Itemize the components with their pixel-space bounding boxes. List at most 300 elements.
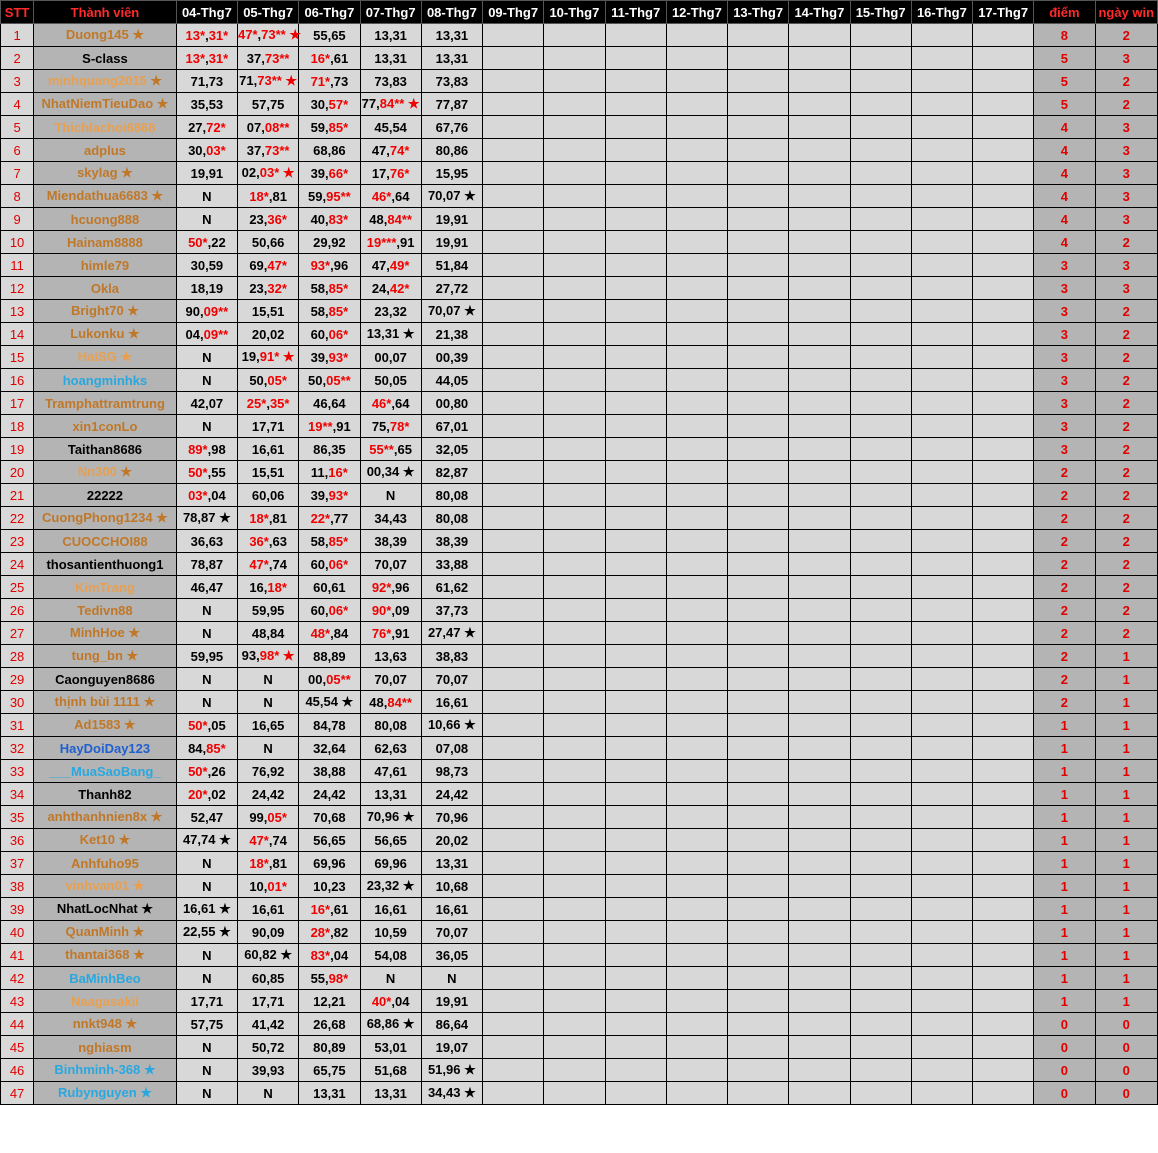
- empty-cell: [483, 24, 544, 47]
- empty-cell: [850, 254, 911, 277]
- draw-cell: [360, 875, 421, 898]
- draw-part: 48: [251, 625, 267, 641]
- draw-sep: ,: [266, 1039, 270, 1055]
- draw-sep: ,: [450, 901, 454, 917]
- draw-sep: ,: [450, 418, 454, 434]
- draw-part: 47: [208, 579, 224, 595]
- draw-part: 49*: [389, 257, 410, 273]
- draw-sep: ,: [266, 464, 270, 480]
- empty-cell: [911, 208, 972, 231]
- empty-cell: [544, 70, 605, 93]
- draw-part: N: [385, 487, 396, 503]
- empty-cell: [666, 116, 727, 139]
- draw-cell: [299, 254, 360, 277]
- draw-part: 60: [310, 556, 326, 572]
- empty-cell: [973, 93, 1034, 116]
- header-row: [1, 1, 1158, 24]
- empty-cell: [666, 70, 727, 93]
- star-icon: ★: [137, 901, 154, 916]
- draw-part: 96: [453, 809, 469, 825]
- member-name-cell: [34, 783, 177, 806]
- draw-cell: [421, 921, 482, 944]
- draw-cell: [176, 323, 237, 346]
- empty-cell: [850, 277, 911, 300]
- empty-cell: [544, 300, 605, 323]
- empty-cell: [911, 185, 972, 208]
- empty-cell: [544, 323, 605, 346]
- draw-part: 88: [453, 556, 469, 572]
- draw-cell: [299, 967, 360, 990]
- draw-part: 07: [446, 303, 461, 318]
- draw-sep: ,: [268, 188, 273, 204]
- empty-cell: [789, 691, 850, 714]
- draw-cell: [299, 162, 360, 185]
- draw-part: 84: [313, 717, 328, 733]
- empty-cell: [789, 783, 850, 806]
- points-cell: 1: [1034, 898, 1095, 921]
- draw-sep: ,: [325, 970, 329, 986]
- draw-part: 92: [331, 234, 346, 250]
- draw-sep: ,: [268, 832, 273, 848]
- table-row: [1, 392, 1158, 415]
- empty-cell: [728, 185, 789, 208]
- draw-part: 13: [313, 1085, 328, 1101]
- star-icon: ★: [279, 349, 295, 364]
- member-name-cell: [34, 47, 177, 70]
- draw-part: 07: [392, 556, 407, 572]
- draw-cell: [360, 254, 421, 277]
- table-row: [1, 852, 1158, 875]
- draw-cell: [238, 277, 299, 300]
- draw-part: 07: [392, 671, 407, 687]
- member-name: Rubynguyen: [57, 1085, 137, 1100]
- draw-part: 44: [435, 372, 451, 388]
- draw-cell: [421, 277, 482, 300]
- draw-part: N: [202, 602, 212, 618]
- draw-part: 41: [251, 1016, 267, 1032]
- draw-sep: ,: [388, 924, 393, 940]
- draw-part: 45: [374, 119, 389, 135]
- empty-cell: [483, 1013, 544, 1036]
- empty-cell: [850, 944, 911, 967]
- win-days-cell: 1: [1095, 760, 1158, 783]
- rank-cell: 7: [1, 162, 34, 185]
- table-row: [1, 668, 1158, 691]
- draw-sep: ,: [207, 464, 212, 480]
- draw-cell: [299, 24, 360, 47]
- table-row: [1, 438, 1158, 461]
- draw-part: N: [202, 1039, 212, 1055]
- empty-cell: [850, 783, 911, 806]
- empty-cell: [605, 1059, 666, 1082]
- points-cell: 3: [1034, 323, 1095, 346]
- empty-cell: [911, 346, 972, 369]
- draw-part: 70: [366, 809, 382, 824]
- empty-cell: [666, 944, 727, 967]
- draw-part: 50*: [188, 234, 208, 250]
- draw-cell: [421, 415, 482, 438]
- draw-sep: ,: [200, 303, 204, 319]
- empty-cell: [483, 47, 544, 70]
- draw-part: 13*: [185, 50, 206, 66]
- draw-part: 98: [211, 441, 226, 457]
- points-cell: 5: [1034, 47, 1095, 70]
- draw-part: 59: [310, 119, 326, 135]
- draw-sep: ,: [388, 717, 393, 733]
- empty-cell: [789, 438, 850, 461]
- empty-cell: [973, 369, 1034, 392]
- draw-part: 73: [333, 73, 349, 89]
- draw-cell: [421, 47, 482, 70]
- empty-cell: [973, 668, 1034, 691]
- empty-cell: [483, 70, 544, 93]
- draw-sep: ,: [388, 786, 393, 802]
- draw-part: 28*: [310, 924, 331, 940]
- star-icon: ★: [399, 809, 415, 824]
- star-icon: ★: [120, 717, 136, 732]
- empty-cell: [483, 323, 544, 346]
- member-name-cell: [34, 231, 177, 254]
- table-row: [1, 875, 1158, 898]
- draw-cell: [299, 898, 360, 921]
- empty-cell: [911, 737, 972, 760]
- empty-cell: [728, 208, 789, 231]
- rank-cell: 38: [1, 875, 34, 898]
- win-days-cell: 1: [1095, 737, 1158, 760]
- draw-part: 65: [269, 717, 285, 733]
- draw-part: 59: [208, 257, 224, 273]
- empty-cell: [605, 1013, 666, 1036]
- draw-sep: ,: [263, 280, 268, 296]
- draw-sep: ,: [442, 188, 447, 203]
- draw-part: 13: [435, 855, 451, 871]
- empty-cell: [728, 875, 789, 898]
- draw-cell: [238, 921, 299, 944]
- table-row: [1, 139, 1158, 162]
- draw-sep: ,: [325, 211, 329, 227]
- empty-cell: [605, 139, 666, 162]
- draw-cell: [421, 392, 482, 415]
- draw-part: 08: [392, 947, 407, 963]
- empty-cell: [911, 921, 972, 944]
- points-cell: 2: [1034, 530, 1095, 553]
- draw-sep: ,: [325, 326, 329, 342]
- draw-part: 06*: [328, 326, 349, 342]
- draw-sep: ,: [391, 602, 395, 618]
- empty-cell: [483, 898, 544, 921]
- member-name: thantai368: [65, 947, 130, 962]
- draw-cell: [299, 277, 360, 300]
- star-icon: ★: [338, 694, 354, 709]
- draw-part: 58: [310, 303, 326, 319]
- draw-cell: [421, 622, 482, 645]
- points-cell: 4: [1034, 208, 1095, 231]
- empty-cell: [666, 231, 727, 254]
- empty-cell: [911, 438, 972, 461]
- empty-cell: [789, 530, 850, 553]
- member-name-cell: [34, 944, 177, 967]
- empty-cell: [605, 990, 666, 1013]
- draw-cell: [176, 392, 237, 415]
- draw-sep: ,: [450, 832, 454, 848]
- empty-cell: [544, 714, 605, 737]
- empty-cell: [789, 645, 850, 668]
- empty-cell: [850, 415, 911, 438]
- empty-cell: [483, 231, 544, 254]
- draw-part: 70: [313, 809, 328, 825]
- draw-part: 92*: [371, 579, 392, 595]
- table-row: [1, 714, 1158, 737]
- member-name: Okla: [90, 280, 120, 296]
- table-row: [1, 806, 1158, 829]
- empty-cell: [789, 921, 850, 944]
- draw-cell: [360, 507, 421, 530]
- draw-cell: [238, 967, 299, 990]
- draw-cell: [421, 254, 482, 277]
- draw-part: 52: [190, 809, 206, 825]
- empty-cell: [850, 1059, 911, 1082]
- empty-cell: [789, 70, 850, 93]
- draw-part: 31: [392, 1085, 407, 1101]
- draw-part: 39: [310, 349, 326, 365]
- draw-cell: [360, 783, 421, 806]
- empty-cell: [911, 898, 972, 921]
- empty-cell: [605, 438, 666, 461]
- draw-cell: [176, 1059, 237, 1082]
- win-days-cell: 0: [1095, 1013, 1158, 1036]
- points-cell: 2: [1034, 622, 1095, 645]
- draw-sep: ,: [256, 165, 260, 180]
- empty-cell: [911, 760, 972, 783]
- draw-part: 47: [182, 832, 198, 847]
- member-name-cell: [34, 438, 177, 461]
- draw-part: 38: [374, 533, 389, 549]
- draw-cell: [360, 622, 421, 645]
- draw-part: 86: [435, 1016, 451, 1032]
- empty-cell: [544, 1059, 605, 1082]
- draw-sep: ,: [327, 993, 332, 1009]
- points-cell: 2: [1034, 553, 1095, 576]
- empty-cell: [605, 829, 666, 852]
- empty-cell: [544, 507, 605, 530]
- empty-cell: [911, 254, 972, 277]
- member-name: anhthanhnien8x: [47, 809, 148, 824]
- member-name: KimTrang: [74, 579, 135, 595]
- draw-part: 82: [262, 947, 277, 962]
- win-days-cell: 1: [1095, 691, 1158, 714]
- draw-part: 23: [249, 280, 264, 296]
- draw-sep: ,: [266, 487, 270, 503]
- draw-part: 64: [453, 1016, 469, 1032]
- draw-sep: ,: [268, 855, 273, 871]
- draw-part: 70: [435, 671, 451, 687]
- empty-cell: [789, 484, 850, 507]
- empty-cell: [483, 162, 544, 185]
- draw-sep: ,: [325, 303, 329, 319]
- draw-cell: [299, 185, 360, 208]
- draw-cell: [421, 93, 482, 116]
- draw-sep: ,: [450, 740, 454, 756]
- member-name-cell: [34, 507, 177, 530]
- draw-sep: ,: [205, 1016, 209, 1032]
- empty-cell: [666, 300, 727, 323]
- draw-part: 31: [331, 1085, 346, 1101]
- draw-sep: ,: [200, 326, 204, 342]
- empty-cell: [973, 254, 1034, 277]
- draw-part: 53: [208, 96, 224, 112]
- member-name-cell: [34, 93, 177, 116]
- draw-part: 09: [269, 924, 285, 940]
- table-row: [1, 185, 1158, 208]
- draw-cell: [421, 24, 482, 47]
- empty-cell: [666, 921, 727, 944]
- draw-part: 60: [244, 947, 259, 962]
- draw-part: 13: [435, 50, 451, 66]
- empty-cell: [605, 668, 666, 691]
- draw-part: 20: [435, 832, 451, 848]
- empty-cell: [544, 47, 605, 70]
- draw-part: 04: [211, 487, 226, 503]
- draw-cell: [299, 691, 360, 714]
- draw-cell: [299, 760, 360, 783]
- draw-sep: ,: [450, 441, 454, 457]
- draw-cell: [360, 484, 421, 507]
- draw-part: 60: [251, 487, 267, 503]
- draw-cell: [176, 369, 237, 392]
- empty-cell: [973, 185, 1034, 208]
- draw-part: 01: [392, 1039, 407, 1055]
- draw-sep: ,: [205, 50, 209, 66]
- table-row: [1, 208, 1158, 231]
- draw-sep: ,: [327, 809, 332, 825]
- draw-sep: ,: [391, 625, 395, 641]
- draw-cell: [299, 208, 360, 231]
- draw-part: 10: [427, 717, 443, 732]
- draw-sep: ,: [266, 763, 270, 779]
- empty-cell: [911, 990, 972, 1013]
- draw-part: 76: [251, 763, 267, 779]
- draw-part: 89: [331, 1039, 346, 1055]
- draw-cell: [421, 139, 482, 162]
- rank-cell: 46: [1, 1059, 34, 1082]
- draw-part: 17: [251, 418, 267, 434]
- win-days-cell: 1: [1095, 829, 1158, 852]
- draw-cell: [176, 714, 237, 737]
- empty-cell: [483, 461, 544, 484]
- draw-cell: [176, 438, 237, 461]
- draw-cell: [360, 645, 421, 668]
- draw-sep: ,: [266, 96, 270, 112]
- draw-part: 81: [272, 188, 287, 204]
- draw-part: 85*: [328, 303, 349, 319]
- draw-part: 11: [310, 464, 325, 480]
- header-day: 17-Thg7: [973, 1, 1034, 24]
- empty-cell: [911, 783, 972, 806]
- draw-cell: [360, 24, 421, 47]
- draw-part: 16: [374, 901, 389, 917]
- draw-part: 60: [310, 326, 326, 342]
- draw-part: 26: [313, 1016, 328, 1032]
- draw-cell: [299, 852, 360, 875]
- draw-cell: [360, 185, 421, 208]
- draw-sep: ,: [325, 349, 329, 365]
- draw-part: 68: [366, 1016, 382, 1031]
- draw-sep: ,: [442, 1085, 447, 1100]
- draw-cell: [176, 139, 237, 162]
- table-row: [1, 1013, 1158, 1036]
- empty-cell: [728, 714, 789, 737]
- draw-sep: ,: [197, 832, 202, 847]
- draw-part: 74*: [389, 142, 410, 158]
- member-name: thosantienthuong1: [46, 556, 164, 572]
- star-icon: ★: [117, 165, 133, 180]
- draw-cell: [299, 1082, 360, 1105]
- rank-cell: 40: [1, 921, 34, 944]
- draw-cell: [238, 185, 299, 208]
- empty-cell: [483, 576, 544, 599]
- draw-part: 87: [208, 556, 224, 572]
- empty-cell: [911, 323, 972, 346]
- header-day: 04-Thg7: [176, 1, 237, 24]
- draw-part: 39: [310, 165, 326, 181]
- draw-part: 22*: [310, 510, 331, 526]
- star-icon: ★: [460, 1062, 476, 1077]
- empty-cell: [544, 898, 605, 921]
- draw-cell: [238, 507, 299, 530]
- member-name-cell: [34, 415, 177, 438]
- empty-cell: [973, 277, 1034, 300]
- draw-cell: [360, 231, 421, 254]
- member-name: Bright70: [70, 303, 124, 318]
- draw-cell: [176, 944, 237, 967]
- draw-part: 35: [190, 96, 206, 112]
- draw-part: 17: [190, 993, 206, 1009]
- empty-cell: [973, 139, 1034, 162]
- empty-cell: [728, 461, 789, 484]
- draw-part: 73: [435, 73, 451, 89]
- star-icon: ★: [129, 924, 145, 939]
- member-name-cell: [34, 921, 177, 944]
- table-row: [1, 47, 1158, 70]
- draw-cell: [176, 553, 237, 576]
- draw-part: N: [202, 970, 212, 986]
- empty-cell: [544, 1036, 605, 1059]
- win-days-cell: 1: [1095, 714, 1158, 737]
- draw-part: 10: [435, 878, 451, 894]
- draw-part: 50*: [188, 763, 208, 779]
- draw-part: 09: [394, 602, 410, 618]
- empty-cell: [911, 852, 972, 875]
- star-icon: ★: [129, 947, 145, 962]
- points-cell: 1: [1034, 875, 1095, 898]
- draw-part: 32: [435, 441, 451, 457]
- draw-part: 01*: [267, 878, 287, 894]
- empty-cell: [666, 254, 727, 277]
- empty-cell: [911, 300, 972, 323]
- empty-cell: [850, 438, 911, 461]
- empty-cell: [973, 300, 1034, 323]
- draw-part: 80: [374, 717, 389, 733]
- empty-cell: [605, 300, 666, 323]
- draw-part: 65: [392, 832, 407, 848]
- star-icon: ★: [123, 303, 139, 318]
- draw-part: 82: [435, 464, 451, 480]
- draw-cell: [299, 714, 360, 737]
- draw-part: 77: [361, 96, 377, 111]
- draw-cell: [176, 461, 237, 484]
- draw-part: 16: [251, 901, 267, 917]
- star-icon: ★: [279, 648, 295, 663]
